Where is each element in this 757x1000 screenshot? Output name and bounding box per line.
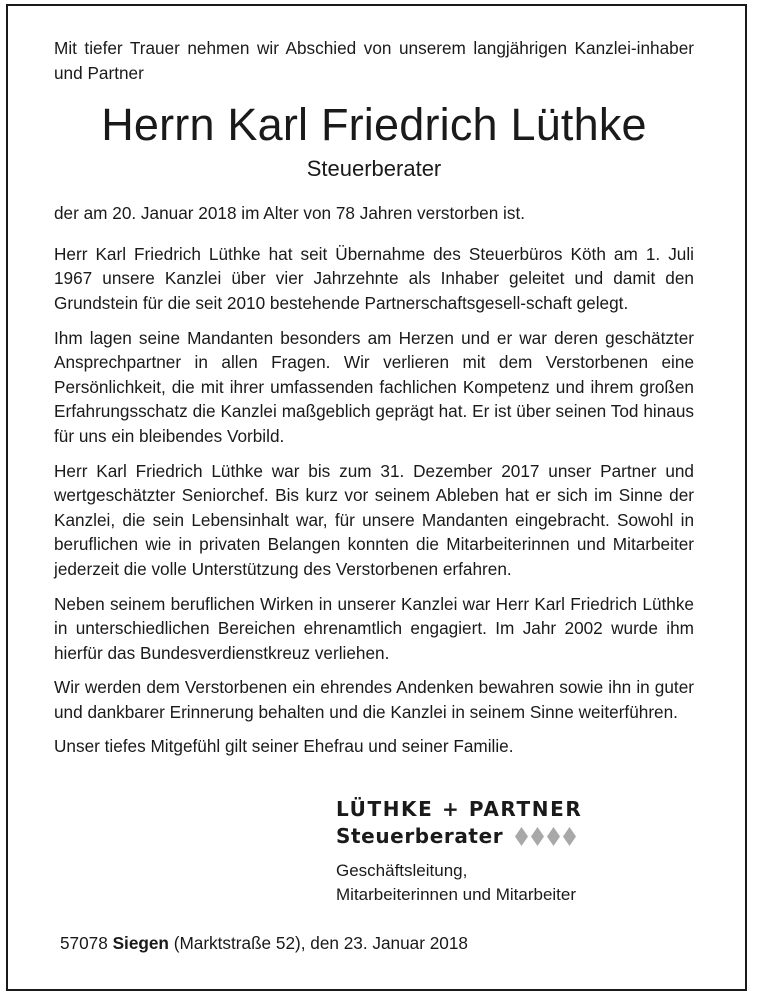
footer-city: Siegen xyxy=(112,933,169,953)
paragraph-condolence: Unser tiefes Mitgefühl gilt seiner Ehefrau und seiner Familie. xyxy=(54,736,514,757)
death-notice-line: der am 20. Januar 2018 im Alter von 78 Jahren verstorben ist. xyxy=(54,203,526,224)
diamond-icon xyxy=(515,827,528,846)
signatories xyxy=(336,859,582,907)
deceased-name: Herrn Karl Friedrich Lüthke xyxy=(101,99,647,151)
place-date-line xyxy=(60,931,468,955)
paragraph-seniorchef: Herr Karl Friedrich Lüthke war bis zum 31. Dezember 2017 unser Partner und wertgeschätzter Seniorchef. Bis kurz vor seinem Ableben hat er sich im Sinne der Kanzlei, die sein Lebensinhalt war, für unsere Mandanten eingebracht. Sowohl in beruflichen wie in privaten Belangen konnten die Mitarbeiterinnen und Mitarbeiter jederzeit die volle Unterstützung des Verstorbenen erfahren. xyxy=(54,460,694,579)
obituary-content xyxy=(54,36,694,759)
signatory-line-1: Geschäftsleitung, xyxy=(336,861,468,880)
diamond-icon xyxy=(547,827,560,846)
footer-postcode: 57078 xyxy=(60,933,108,953)
paragraph-honorary: Neben seinem beruflichen Wirken in unserer Kanzlei war Herr Karl Friedrich Lüthke in unterschiedlichen Bereichen ehrenamtlich engagiert. Im Jahr 2002 wurde ihm hierfür das Bundesverdienstkreuz verliehen. xyxy=(54,593,694,663)
deceased-title: Steuerberater xyxy=(306,156,442,182)
diamond-icon xyxy=(563,827,576,846)
firm-logo-subtitle: Steuerberater xyxy=(336,824,504,848)
paragraph-memory: Wir werden dem Verstorbenen ein ehrendes Andenken bewahren sowie ihn in guter und dankbarer Erinnerung behalten und die Kanzlei in seinem Sinne weiterführen. xyxy=(54,677,694,722)
diamond-icon xyxy=(531,827,544,846)
footer-address-date: (Marktstraße 52), den 23. Januar 2018 xyxy=(173,933,468,953)
intro-text: Mit tiefer Trauer nehmen wir Abschied von unserem langjährigen Kanzlei-inhaber und Partner xyxy=(54,38,694,83)
firm-logo-subtitle-row xyxy=(336,823,582,849)
paragraph-clients: Ihm lagen seine Mandanten besonders am Herzen und er war deren geschätzter Ansprechpartner in allen Fragen. Wir verlieren mit dem Verstorbenen eine Persönlichkeit, die mit ihrer umfassenden fachlichen Kompetenz und ihrem großen Erfahrungsschatz die Kanzlei maßgeblich geprägt hat. Er ist über seinen Tod hinaus für uns ein bleibendes Vorbild. xyxy=(54,327,694,446)
signatory-line-2: Mitarbeiterinnen und Mitarbeiter xyxy=(336,885,577,904)
firm-logo-name: LÜTHKE + PARTNER xyxy=(336,797,583,821)
paragraph-career: Herr Karl Friedrich Lüthke hat seit Übernahme des Steuerbüros Köth am 1. Juli 1967 unsere Kanzlei über vier Jahrzehnte als Inhaber geleitet und damit den Grundstein für die seit 2010 bestehende Partnerschaftsgesell-schaft gelegt. xyxy=(54,243,694,313)
firm-signature-block xyxy=(336,796,582,907)
firm-logo-diamonds xyxy=(515,827,579,846)
